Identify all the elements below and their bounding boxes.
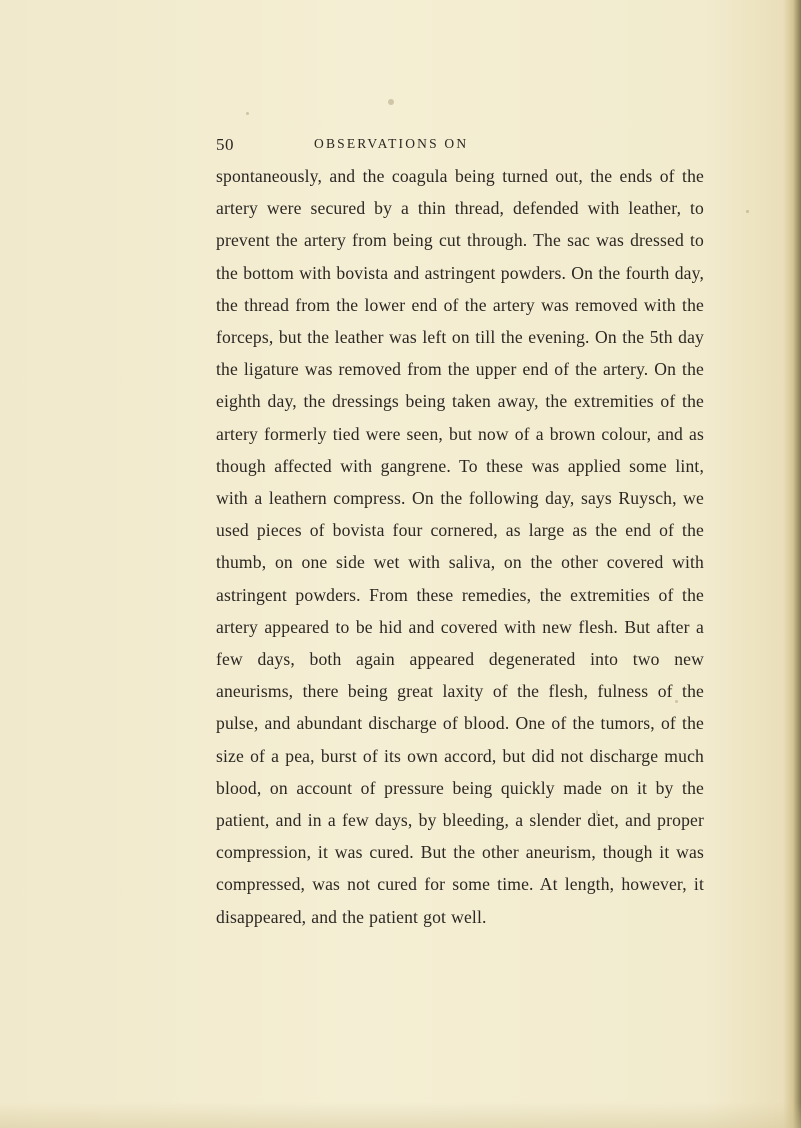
paper-speck (246, 112, 249, 115)
running-head (216, 135, 706, 159)
paper-speck (388, 99, 394, 105)
running-title: OBSERVATIONS ON (314, 136, 469, 151)
paragraph: spontaneously, and the coagula being turned out, the ends of the artery were secured by a thin thread, defended with leather, to prevent the artery from being cut through. The sac was dressed to the bottom with bovista and astringent powders. On the fourth day, the thread from the lower end of the artery was removed with the forceps, but the leather was left on till the evening. On the 5th day the ligature was removed from the upper end of the artery. On the eighth day, the dressings being taken away, the extremities of the artery formerly tied were seen, but now of a brown colour, and as though affected with gangrene. To these was applied some lint, with a leathern compress. On the following day, says Ruysch, we used pieces of bovista four cornered, as large as the end of the thumb, on one side wet with saliva, on the other covered with astringent powders. From these remedies, the extremities of the artery appeared to be hid and covered with new flesh. But after a few days, both again appeared degenerated into two new aneurisms, there being great laxity of the flesh, fulness of the pulse, and abundant discharge of blood. One of the tumors, of the size of a pea, burst of its own accord, but did not discharge much blood, on account of pressure being quickly made on it by the patient, and in a few days, by bleeding, a slender diet, and proper compression, it was cured. But the other aneurism, though it was compressed, was not cured for some time. At length, however, it disappeared, and the patient got well. (216, 166, 704, 927)
paper-speck (596, 810, 598, 816)
page-edge-shadow (783, 0, 801, 1128)
bottom-edge-shadow (0, 1102, 801, 1128)
body-text (216, 160, 704, 933)
paper-speck (675, 700, 678, 703)
page-number: 50 (216, 135, 234, 154)
paper-speck (746, 210, 749, 213)
